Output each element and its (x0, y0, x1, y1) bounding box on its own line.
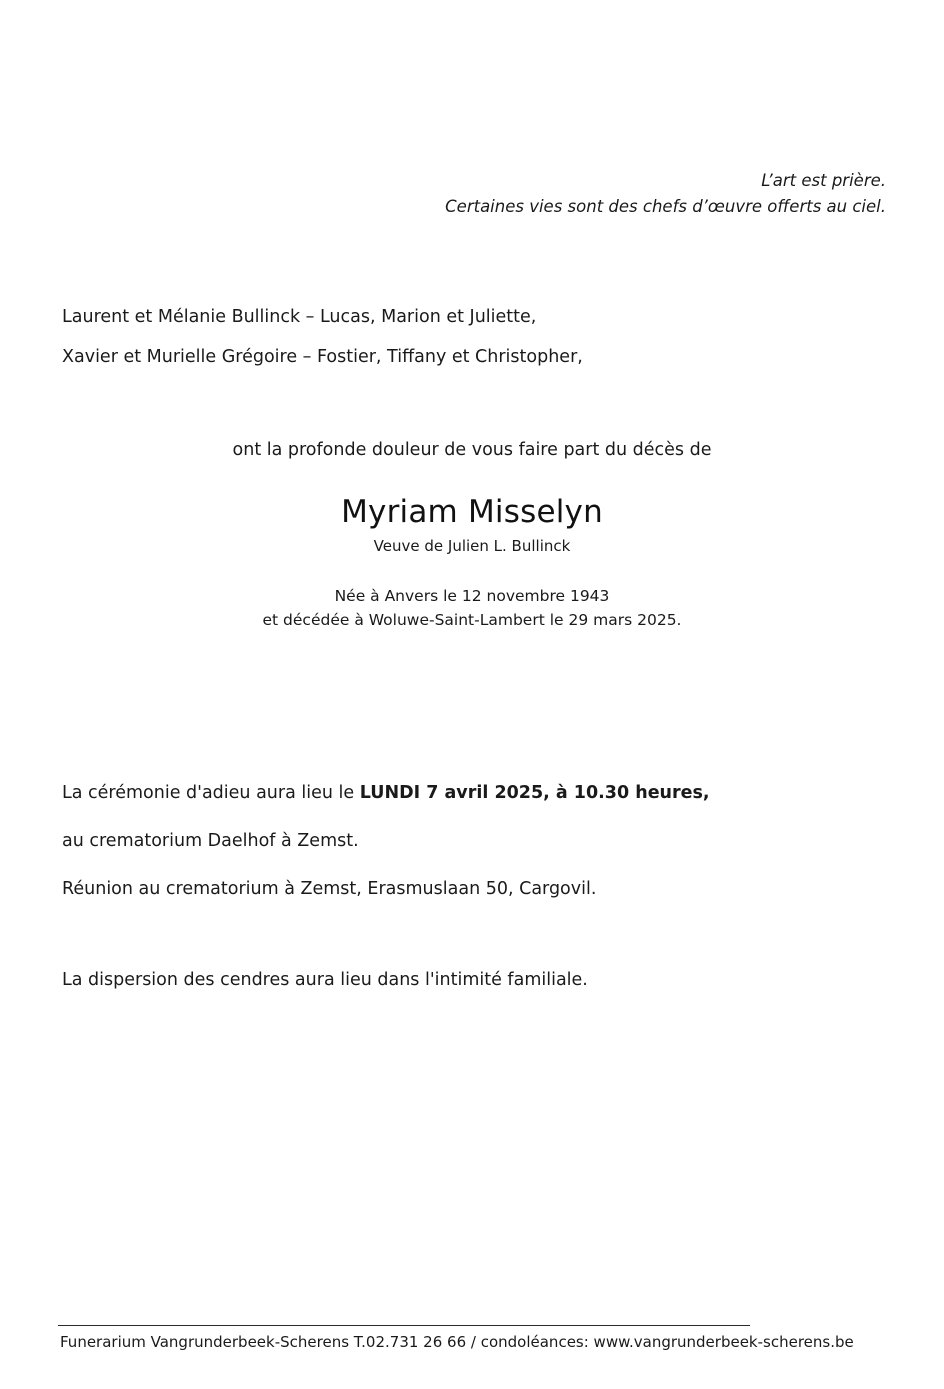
family-line-1: Laurent et Mélanie Bullinck – Lucas, Marion et Juliette, (62, 307, 537, 327)
epigraph-line-1: L’art est prière. (761, 171, 886, 190)
birth-line: Née à Anvers le 12 novembre 1943 (334, 587, 610, 605)
ceremony-line-2: au crematorium Daelhof à Zemst. (62, 831, 359, 851)
announcement-block (0, 440, 944, 632)
announcement-intro: ont la profonde douleur de vous faire part du décès de (232, 440, 712, 460)
deceased-dates (0, 584, 944, 632)
family-line-2: Xavier et Murielle Grégoire – Fostier, Tiffany et Christopher, (62, 347, 583, 368)
dispersion-note: La dispersion des cendres aura lieu dans l'intimité familiale. (62, 970, 588, 990)
footer-divider (58, 1325, 750, 1326)
ceremony-datetime: LUNDI 7 avril 2025, à 10.30 heures, (359, 783, 710, 803)
deceased-spouse: Veuve de Julien L. Bullinck (373, 537, 571, 555)
footer-text: Funerarium Vangrunderbeek-Scherens T.02.731 26 66 / condoléances: www.vangrunderbeek-scherens.be (60, 1333, 854, 1351)
ceremony-prefix: La cérémonie d'adieu aura lieu le (62, 783, 360, 803)
deceased-name: Myriam Misselyn (341, 494, 603, 530)
epigraph (445, 168, 886, 219)
death-line: et décédée à Woluwe-Saint-Lambert le 29 mars 2025. (262, 611, 682, 630)
epigraph-line-2: Certaines vies sont des chefs d’œuvre offerts au ciel. (445, 196, 886, 216)
ceremony-details (62, 783, 710, 899)
family-names (62, 308, 583, 389)
ceremony-line-3: Réunion au crematorium à Zemst, Erasmuslaan 50, Cargovil. (62, 879, 597, 899)
ceremony-line-1 (62, 783, 710, 803)
